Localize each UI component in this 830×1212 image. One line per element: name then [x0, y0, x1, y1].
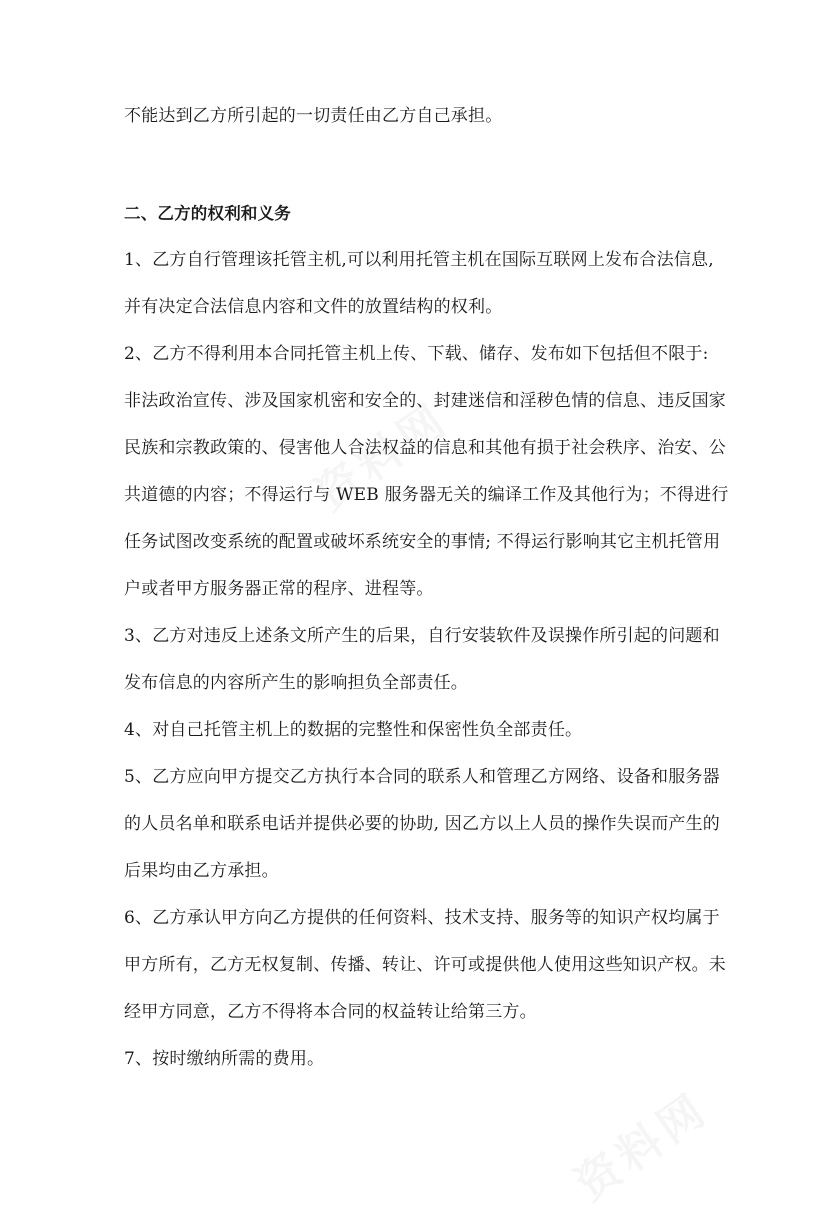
- clause-7-line-1: 7、按时缴纳所需的费用。: [124, 1049, 325, 1069]
- clause-5-line-3: 后果均由乙方承担。: [124, 861, 279, 881]
- paragraph-line: 不能达到乙方所引起的一切责任由乙方自己承担。: [124, 106, 503, 126]
- clause-3-line-2: 发布信息的内容所产生的影响担负全部责任。: [124, 673, 468, 693]
- document-page: 资料网 资料网 不能达到乙方所引起的一切责任由乙方自己承担。 二、乙方的权利和义务 1、乙方自行管理该托管主机,可以利用托管主机在国际互联网上发布合法信息, 并有决定合法信息内容和文件的放置结构的权利。 2、乙方不得利用本合同托管主机上传、下载、储存、发布如下包括但不限于: 非法政治宣传、涉及国家机密和安全的、封建迷信和淫秽色情的信息、违反国家 民族和宗教政策的、侵害他人合法权益的信息和其他有损于社会秩序、治安、公 共道德的内容；不得运行与 WEB 服务器无关的编译工作及其他行为；不得进行 任务试图改变系统的配置或破坏系统安全的事情; 不得运行影响其它主机托管用 户或者甲方服务器正常的程序、进程等。 3、乙方对违反上述条文所产生的后果，自行安装软件及误操作所引起的问题和 发布信息的内容所产生的影响担负全部责任。 4、对自己托管主机上的数据的完整性和保密性负全部责任。 5、乙方应向甲方提交乙方执行本合同的联系人和管理乙方网络、设备和服务器 的人员名单和联系电话并提供必要的协助, 因乙方以上人员的操作失误而产生的 后果均由乙方承担。 6、乙方承认甲方向乙方提供的任何资料、技术支持、服务等的知识产权均属于 甲方所有，乙方无权复制、传播、转让、许可或提供他人使用这些知识产权。未 经甲方同意，乙方不得将本合同的权益转让给第三方。 7、按时缴纳所需的费用。: [0, 0, 830, 1174]
- clause-2-line-4: 共道德的内容；不得运行与 WEB 服务器无关的编译工作及其他行为；不得进行: [124, 485, 729, 505]
- clause-6-line-1: 6、乙方承认甲方向乙方提供的任何资料、技术支持、服务等的知识产权均属于: [124, 908, 720, 928]
- clause-2-line-2: 非法政治宣传、涉及国家机密和安全的、封建迷信和淫秽色情的信息、违反国家: [124, 391, 726, 411]
- clause-4-line-1: 4、对自己托管主机上的数据的完整性和保密性负全部责任。: [124, 720, 583, 740]
- clause-1-line-1: 1、乙方自行管理该托管主机,可以利用托管主机在国际互联网上发布合法信息,: [124, 250, 714, 270]
- clause-3-line-1: 3、乙方对违反上述条文所产生的后果，自行安装软件及误操作所引起的问题和: [124, 626, 720, 646]
- clause-5-line-1: 5、乙方应向甲方提交乙方执行本合同的联系人和管理乙方网络、设备和服务器: [124, 767, 720, 787]
- clause-1-line-2: 并有决定合法信息内容和文件的放置结构的权利。: [124, 297, 503, 317]
- clause-2-line-3: 民族和宗教政策的、侵害他人合法权益的信息和其他有损于社会秩序、治安、公: [124, 438, 726, 458]
- clause-2-line-5: 任务试图改变系统的配置或破坏系统安全的事情; 不得运行影响其它主机托管用: [124, 532, 721, 552]
- clause-2-line-1: 2、乙方不得利用本合同托管主机上传、下载、储存、发布如下包括但不限于:: [124, 344, 709, 364]
- clause-6-line-3: 经甲方同意，乙方不得将本合同的权益转让给第三方。: [124, 1002, 537, 1022]
- section-heading: 二、乙方的权利和义务: [124, 204, 291, 223]
- clause-2-line-6: 户或者甲方服务器正常的程序、进程等。: [124, 579, 434, 599]
- clause-5-line-2: 的人员名单和联系电话并提供必要的协助, 因乙方以上人员的操作失误而产生的: [124, 814, 721, 834]
- clause-6-line-2: 甲方所有，乙方无权复制、传播、转让、许可或提供他人使用这些知识产权。未: [124, 955, 726, 975]
